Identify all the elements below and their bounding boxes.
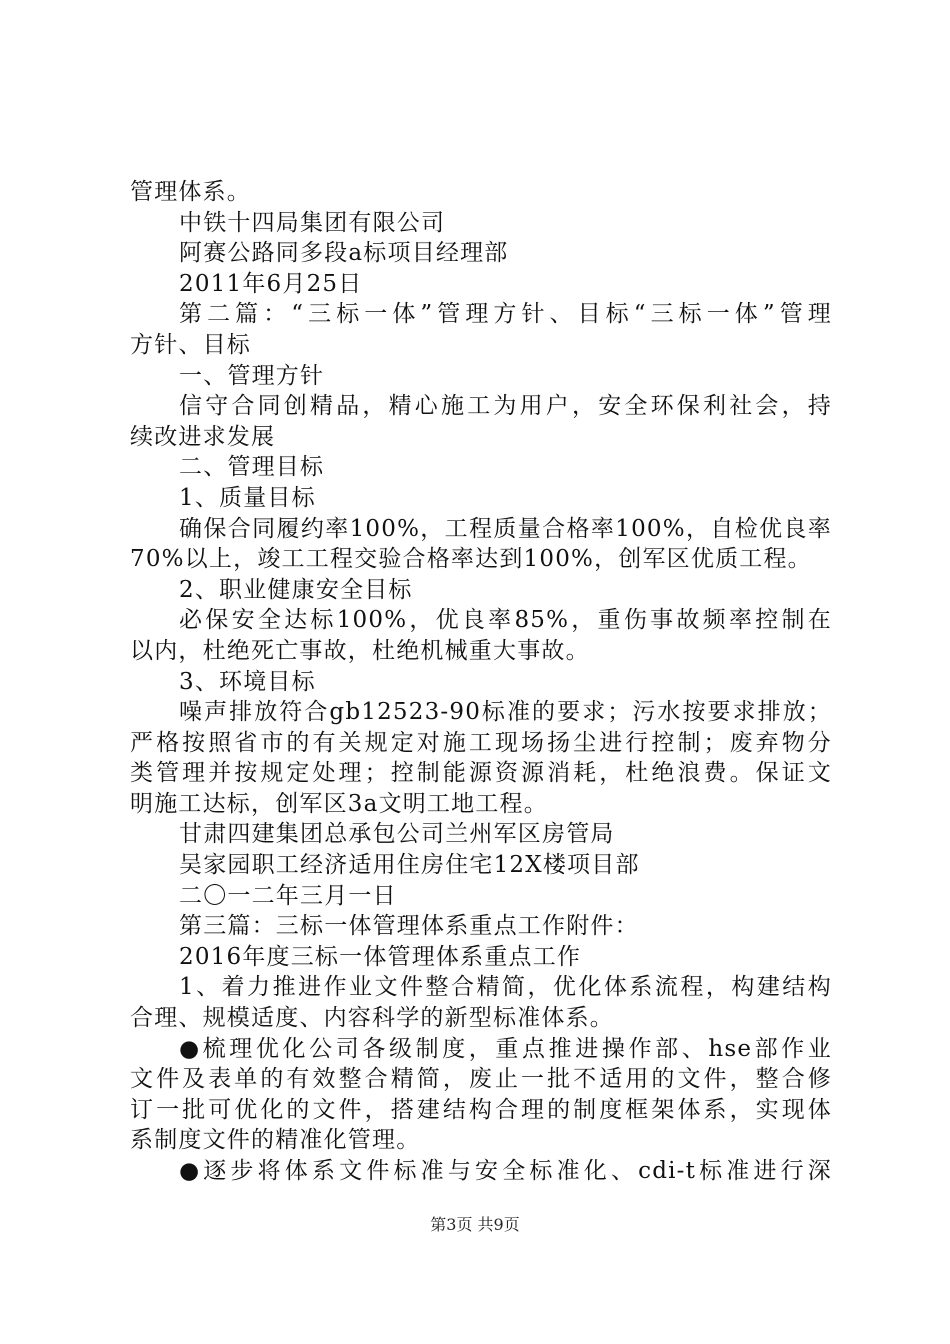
text-line: 2011年6月25日 (179, 270, 363, 297)
text-line: 一、管理方针 (179, 362, 325, 389)
text-line: 阿赛公路同多段a标项目经理部 (179, 240, 509, 267)
text-line: 70%以上，竣工工程交验合格率达到100%，创军区优质工程。 (130, 546, 812, 573)
text-line: 合理、规模适度、内容科学的新型标准体系。 (130, 1005, 614, 1032)
text-line: 续改进求发展 (130, 423, 276, 450)
text-line: 确保合同履约率100%，工程质量合格率100%，自检优良率 (179, 515, 832, 542)
text-line: 订一批可优化的文件，搭建结构合理的制度框架体系，实现体 (130, 1096, 832, 1123)
text-line: 二、管理目标 (179, 454, 325, 481)
text-line: 1、着力推进作业文件整合精简，优化体系流程，构建结构 (179, 974, 832, 1001)
text-line: 系制度文件的精准化管理。 (130, 1127, 421, 1154)
text-line: 明施工达标，创军区3a文明工地工程。 (130, 790, 548, 817)
text-line: ●逐步将体系文件标准与安全标准化、cdi-t标准进行深 (179, 1158, 832, 1184)
text-line: 2016年度三标一体管理体系重点工作 (179, 943, 582, 970)
text-line: 第二篇：“三标一体”管理方针、目标“三标一体”管理 (179, 301, 832, 328)
text-line: 必保安全达标100%，优良率85%，重伤事故频率控制在 (179, 607, 832, 634)
text-line: 信守合同创精品，精心施工为用户，安全环保利社会，持 (179, 393, 832, 420)
text-line: 文件及表单的有效整合精简，废止一批不适用的文件，整合修 (130, 1066, 832, 1093)
text-line: 吴家园职工经济适用住房住宅12X楼项目部 (179, 852, 640, 879)
text-line: 1、质量目标 (179, 484, 316, 511)
page-footer: 第3页 共9页 (430, 1215, 520, 1234)
text-line: 中铁十四局集团有限公司 (179, 209, 446, 236)
text-line: 严格按照省市的有关规定对施工现场扬尘进行控制；废弃物分 (130, 729, 832, 756)
document-body (130, 177, 832, 1187)
text-line: 二〇一二年三月一日 (179, 882, 397, 909)
text-line: 2、职业健康安全目标 (179, 576, 413, 603)
text-line: 3、环境目标 (179, 668, 316, 695)
text-line: ●梳理优化公司各级制度，重点推进操作部、hse部作业 (179, 1035, 832, 1062)
text-line: 类管理并按规定处理；控制能源资源消耗，杜绝浪费。保证文 (130, 760, 832, 787)
text-line: 以内，杜绝死亡事故，杜绝机械重大事故。 (130, 637, 590, 664)
text-line: 第三篇：三标一体管理体系重点工作附件： (179, 913, 639, 940)
text-line: 噪声排放符合gb12523-90标准的要求；污水按要求排放； (179, 699, 832, 726)
text-line: 管理体系。 (130, 179, 251, 205)
text-line: 方针、目标 (130, 331, 251, 358)
text-line: 甘肃四建集团总承包公司兰州军区房管局 (179, 821, 615, 848)
